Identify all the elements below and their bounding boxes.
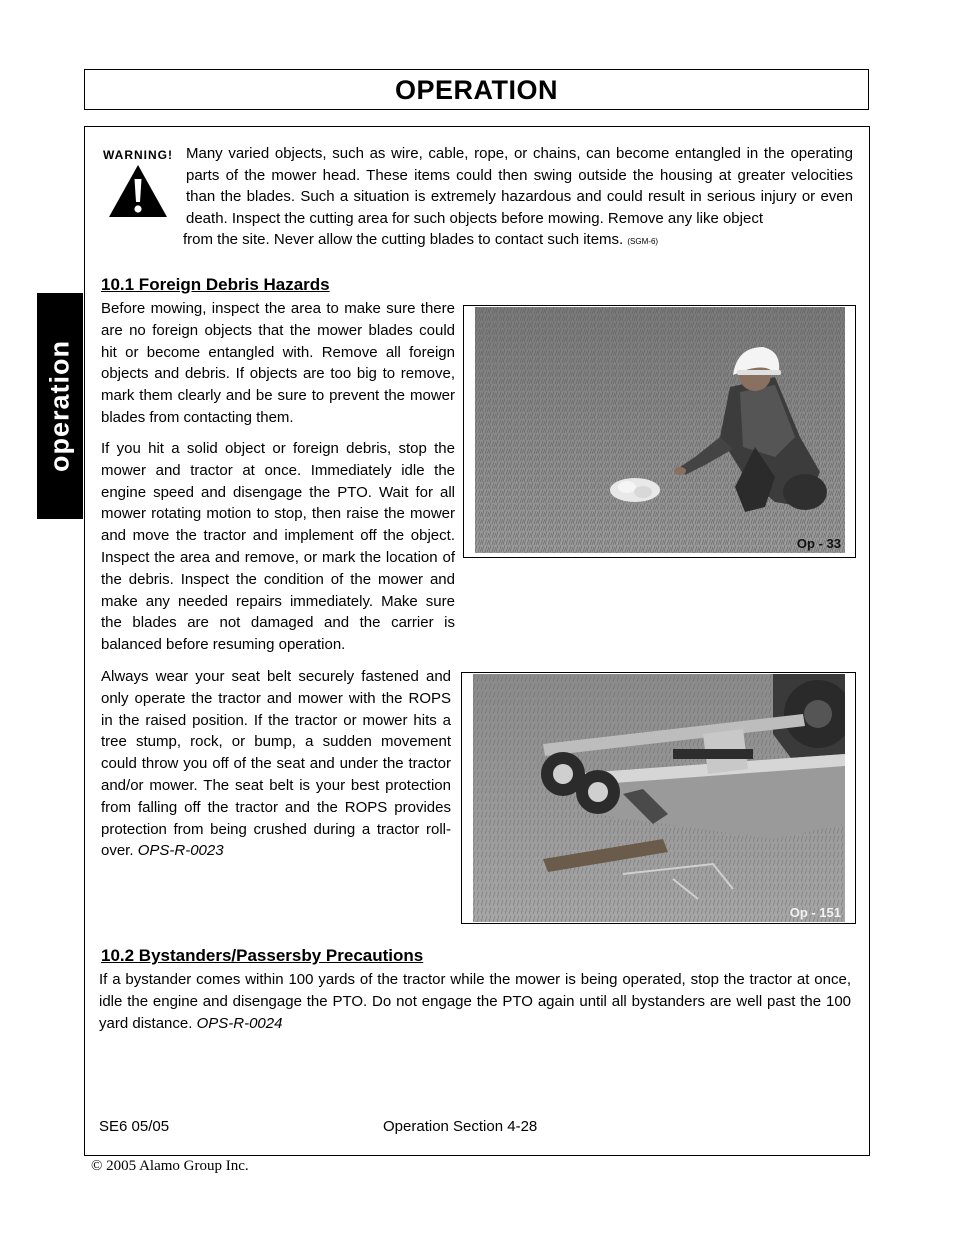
photo1-caption: Op - 33 <box>796 536 841 551</box>
warning-text-last-line <box>183 229 658 253</box>
paragraph-bystanders <box>99 969 851 1034</box>
section-heading-foreign-debris: 10.1 Foreign Debris Hazards <box>101 275 330 294</box>
copyright-notice: © 2005 Alamo Group Inc. <box>91 1158 249 1174</box>
paragraph-bystanders-text: If a bystander comes within 100 yards of the tractor while the mower is being operated, stop the tractor at once, idle the engine and disengage the PTO. Do not engage the PTO again until all bystanders are well past the 100 yard distance. <box>99 971 851 1032</box>
photo-worker-inspecting-debris <box>475 307 845 553</box>
photo2-caption: Op - 151 <box>789 905 841 920</box>
warning-code: (SGM-6) <box>627 237 659 246</box>
warning-last-line-text: from the site. Never allow the cutting blades to contact such items. <box>183 231 624 248</box>
warning-label: WARNING! <box>103 148 173 162</box>
page-title: OPERATION <box>394 75 558 105</box>
paragraph-seat-belt <box>101 666 451 862</box>
paragraph-seat-belt-code: OPS-R-0023 <box>137 842 224 860</box>
warning-triangle-icon <box>107 163 169 224</box>
warning-text: Many varied objects, such as wire, cable, rope, or chains, can become entangled in the operating parts of the mower head. These items could then swing outside the housing at greater velocities than the blades. Such a situation is extremely hazardous and could result in serious injury or even death. Inspect the cutting area for such objects before mowing. Remove any like object <box>186 145 853 228</box>
page-header <box>84 69 869 110</box>
paragraph-hit-object-text: If you hit a solid object or foreign debris, stop the mower and tractor at once. Immediately idle the engine speed and disengage the PTO. Wait for all mower rotating motion to stop, then raise the mower and move the tractor and implement off the object. Inspect the area and remove, or mark the location of the debris. Inspect the condition of the mower and make any needed repairs immediately. Make sure the blades are not damaged and the carrier is balanced before resuming operation. <box>101 440 455 654</box>
paragraph-hit-object <box>101 438 455 656</box>
paragraph-bystanders-code: OPS-R-0024 <box>196 1014 283 1032</box>
photo-mower-over-stump <box>473 674 845 922</box>
footer-model-date: SE6 05/05 <box>99 1118 170 1135</box>
paragraph-inspect-text: Before mowing, inspect the area to make sure there are no foreign objects that the mower blades could hit or become entangled with. Remove all foreign objects and debris. If objects are too big to remove, mark them clearly and be sure to prevent the mower blades from contacting them. <box>101 300 455 426</box>
paragraph-inspect <box>101 298 455 429</box>
footer-page-number: Operation Section 4-28 <box>383 1118 538 1135</box>
paragraph-seat-belt-text: Always wear your seat belt securely fastened and only operate the tractor and mower with the ROPS in the raised position. If the tractor or mower hits a tree stump, rock, or bump, a sudden movement could throw you off of the seat and under the tractor and/or mower. The seat belt is your best protection from falling off the tractor and the ROPS provides protection from being crushed during a tractor roll-over. <box>101 668 451 860</box>
section-heading-bystanders: 10.2 Bystanders/Passersby Precautions <box>101 946 424 965</box>
section-side-tab <box>37 293 83 519</box>
side-tab-label: operation <box>44 339 75 473</box>
